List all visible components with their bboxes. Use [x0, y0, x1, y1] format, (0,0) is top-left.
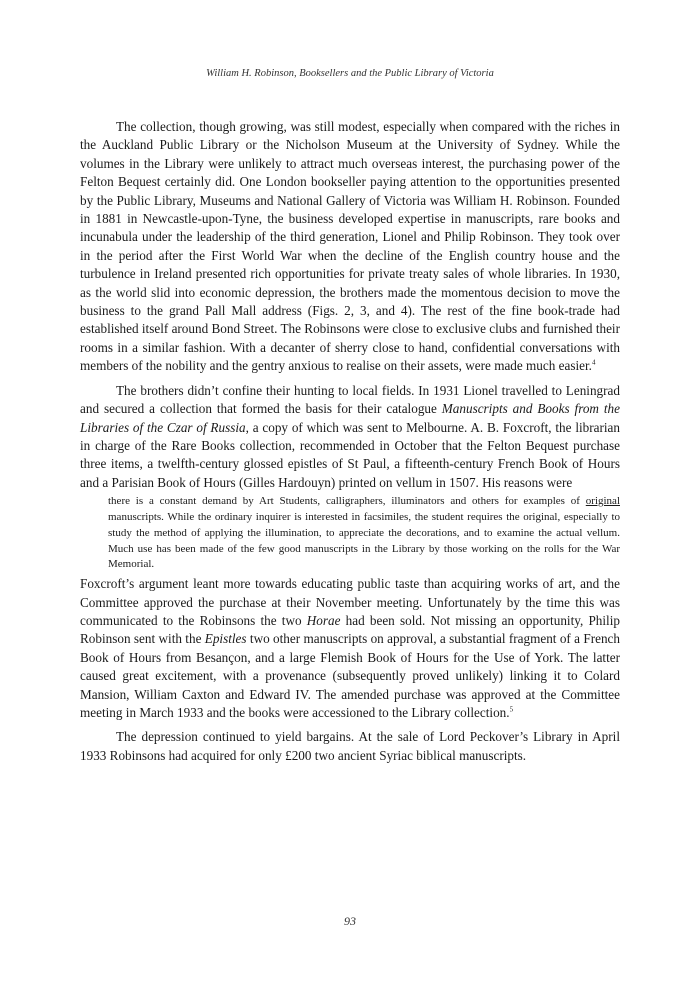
paragraph-brothers-hunting — [80, 382, 620, 492]
footnote-marker: 5 — [509, 705, 514, 714]
running-header: William H. Robinson, Booksellers and the Public Library of Victoria — [206, 68, 494, 79]
footnote-marker: 4 — [591, 358, 596, 367]
underlined-word: original — [585, 495, 620, 508]
catalogue-title: Manuscripts and Books from the Libraries of the Czar of Russia — [80, 401, 620, 435]
paragraph-text: The brothers didn’t confine their hunting to local fields. In 1931 Lionel travelled to Leningrad and secured a collection that formed the basis for their catalogue — [80, 382, 620, 417]
quote-text: manuscripts. While the ordinary inquirer is interested in facsimiles, the student requires the original, especially to study the method of applying the illumination, to appreciate the decorations, and to examine the actual vellum. Much use has been made of the few good manuscripts in the Library by those working on the rolls for the War Memorial. — [108, 510, 620, 571]
italic-epistles: Epistles — [204, 631, 247, 647]
block-quotation — [108, 494, 620, 573]
paragraph-text: The depression continued to yield bargains. At the sale of Lord Peckover’s Library in April 1933 Robinsons had acquired for only £200 two ancient Syriac biblical manuscripts. — [80, 729, 620, 763]
body-text — [80, 118, 620, 765]
paragraph-foxcroft-argument — [80, 575, 620, 722]
page-number: 93 — [344, 914, 356, 928]
paragraph-text: Foxcroft’s argument leant more towards educating public taste than acquiring works of art, and the Committee approved the purchase at their November meeting. Unfortunately by the time this was communicated to the Robinsons the two — [80, 576, 620, 628]
paragraph-depression — [80, 728, 620, 765]
paragraph-text: two other manuscripts on approval, a substantial fragment of a French Book of Hours from Besançon, and a large Flemish Book of Hours for the Use of York. The latter caused great excitement, with a provenance (subsequently proved unlikely) linking it to Colard Mansion, William Caxton and Edward IV. The amended purchase was approved at the Committee meeting in March 1933 and the books were accessioned to the Library collection. — [80, 631, 620, 720]
quote-text: there is a constant demand by Art Students, calligraphers, illuminators and others for examples of — [108, 495, 586, 508]
italic-horae: Horae — [306, 612, 341, 628]
paragraph-collection — [80, 118, 620, 376]
paragraph-text: , a copy of which was sent to Melbourne. A. B. Foxcroft, the librarian in charge of the Rare Books collection, recommended in October that the Felton Bequest purchase three items, a twelfth-century glossed epistles of St Paul, a fifteenth-century French Book of Hours and a Parisian Book of Hours (Gilles Hardouyn) printed on vellum in 1507. His reasons were — [80, 419, 620, 490]
paragraph-text: had been sold. Not missing an opportunity, Philip Robinson sent with the — [80, 612, 620, 647]
paragraph-text: The collection, though growing, was still modest, especially when compared with the riches in the Auckland Public Library or the Nicholson Museum at the University of Sydney. While the volumes in the Library were unlikely to attract much overseas interest, the purchasing power of the Felton Bequest certainly did. One London bookseller paying attention to the opportunities presented by the Public Library, Museums and National Gallery of Victoria was William H. Robinson. Founded in 1881 in Newcastle-upon-Tyne, the business developed expertise in manuscripts, rare books and incunabula under the leadership of the third generation, Lionel and Philip Robinson. They took over in the period after the First World War when the decline of the English country house and the turbulence in Ireland presented rich opportunities for private treaty sales of whole libraries. In 1930, as the world slid into economic depression, the brothers made the momentous decision to move the business to the grand Pall Mall address (Figs. 2, 3, and 4). The rest of the fine book-trade had established itself around Bond Street. The Robinsons were close to exclusive clubs and furnished their rooms in a similar fashion. With a decanter of sherry close to hand, confidential conversations with members of the nobility and the gentry anxious to realise on their assets, were made much easier. — [80, 119, 620, 374]
